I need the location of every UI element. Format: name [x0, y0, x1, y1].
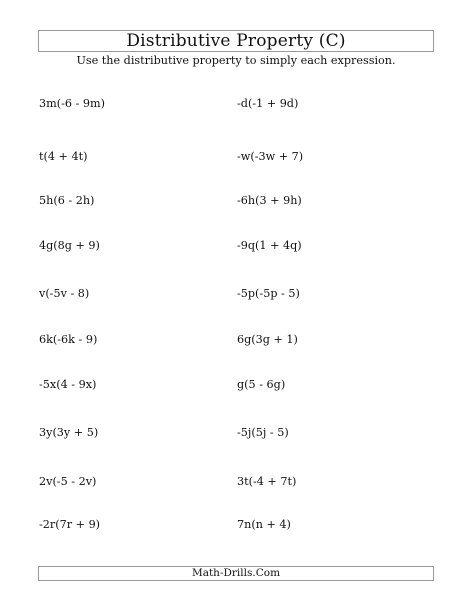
problem-right-9: 3t(-4 + 7t) — [237, 475, 297, 488]
problem-left-8: 3y(3y + 5) — [39, 426, 99, 439]
worksheet-instructions: Use the distributive property to simply each expression. — [76, 54, 396, 67]
problem-right-2: -w(-3w + 7) — [237, 150, 304, 163]
problem-left-9: 2v(-5 - 2v) — [39, 475, 97, 488]
problem-right-8: -5j(5j - 5) — [237, 426, 289, 439]
problem-right-6: 6g(3g + 1) — [237, 333, 298, 346]
footer-box — [38, 566, 434, 581]
problem-left-3: 5h(6 - 2h) — [39, 194, 95, 207]
problem-left-1: 3m(-6 - 9m) — [39, 97, 105, 110]
title-box — [38, 30, 434, 52]
problem-left-4: 4g(8g + 9) — [39, 239, 100, 252]
problem-left-10: -2r(7r + 9) — [39, 518, 101, 531]
problem-right-10: 7n(n + 4) — [237, 518, 291, 531]
problem-left-5: v(-5v - 8) — [39, 287, 90, 300]
problem-left-2: t(4 + 4t) — [39, 150, 88, 163]
problem-right-3: -6h(3 + 9h) — [237, 194, 302, 207]
problem-right-4: -9q(1 + 4q) — [237, 239, 302, 252]
footer-site-name: Math-Drills.Com — [191, 567, 281, 580]
worksheet-title: Distributive Property (C) — [126, 30, 346, 51]
problem-left-7: -5x(4 - 9x) — [39, 378, 97, 391]
problem-right-1: -d(-1 + 9d) — [237, 97, 299, 110]
problem-right-7: g(5 - 6g) — [237, 378, 286, 391]
problem-right-5: -5p(-5p - 5) — [237, 287, 300, 300]
problem-left-6: 6k(-6k - 9) — [39, 333, 98, 346]
